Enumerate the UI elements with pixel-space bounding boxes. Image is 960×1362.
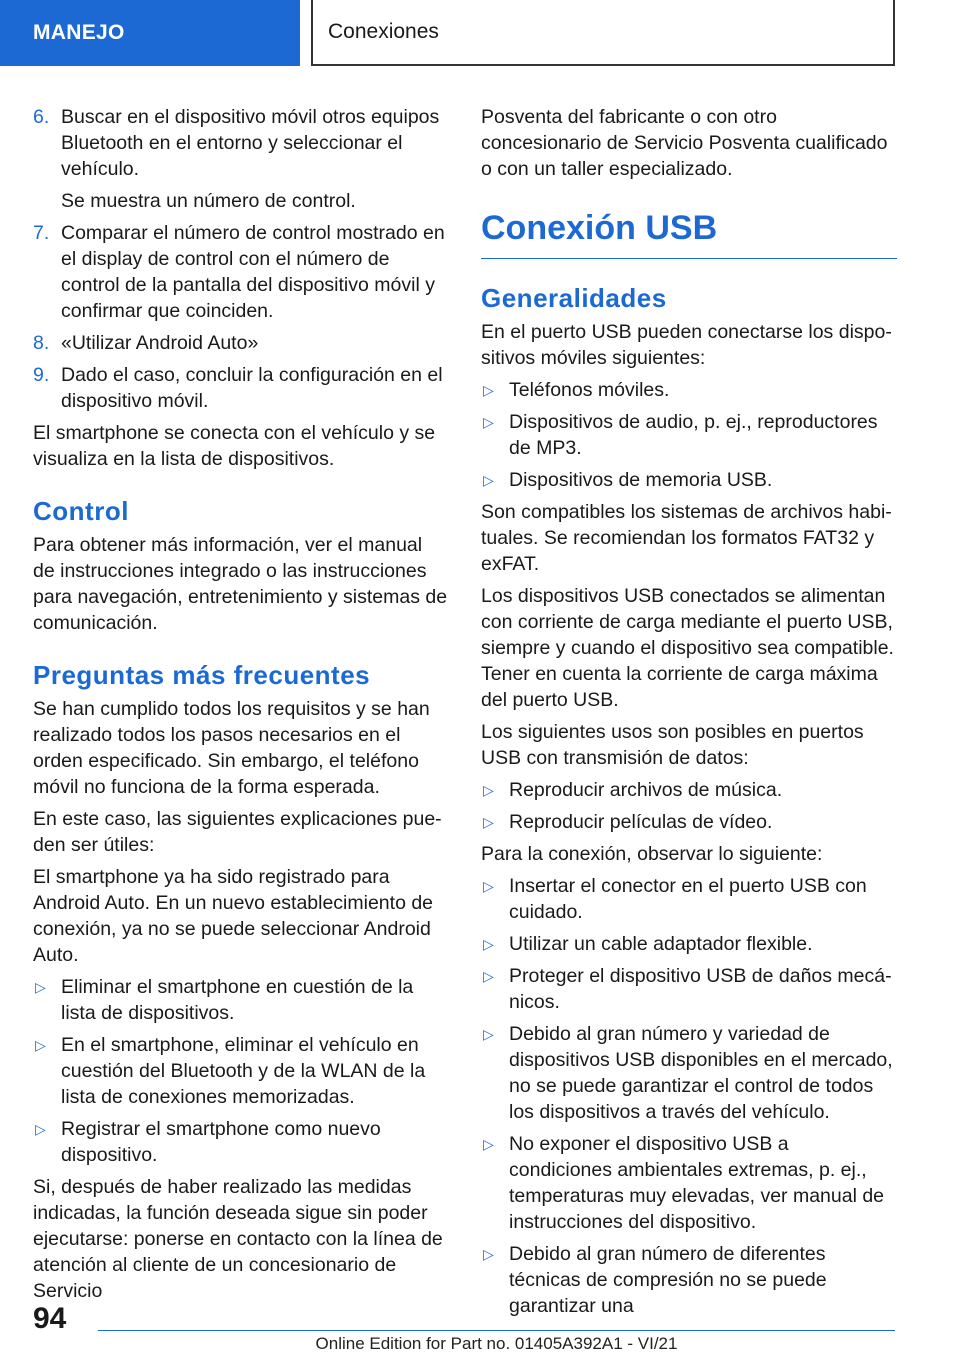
triangle-bullet-icon: ▷ [483, 936, 494, 952]
bullet-item [481, 1131, 897, 1235]
paragraph: Si, después de haber realizado las medidas indicadas, la función deseada sigue sin poder ejecutarse: ponerse en contacto con la línea de atención al cliente de un concesionario de Servicio [33, 1176, 443, 1302]
bullet-text: Debido al gran número de diferentes técnicas de compresión no se puede garantizar una [509, 1243, 827, 1317]
paragraph: En este caso, las siguientes explicaciones pueden ser útiles: [33, 808, 442, 856]
bullet-text: Insertar el conector en el puerto USB con cuidado. [509, 875, 867, 923]
triangle-bullet-icon: ▷ [483, 1246, 494, 1262]
triangle-bullet-icon: ▷ [483, 382, 494, 398]
bullet-text: Reproducir películas de vídeo. [509, 811, 773, 833]
step-number: 6. [33, 106, 50, 128]
triangle-bullet-icon: ▷ [35, 1037, 46, 1053]
triangle-bullet-icon: ▷ [483, 1026, 494, 1042]
left-column [33, 104, 449, 1310]
footer-edition: Online Edition for Part no. 01405A392A1 - VI/21 [315, 1334, 678, 1353]
connection-bullet-list [481, 873, 897, 1319]
bullet-text: Proteger el dispositivo USB de daños mecánicos. [509, 965, 892, 1013]
paragraph: Son compatibles los sistemas de archivos habituales. Se recomiendan los formatos FAT32 y exFAT. [481, 501, 892, 575]
triangle-bullet-icon: ▷ [483, 968, 494, 984]
bullet-item [481, 777, 897, 803]
bullet-text: Dispositivos de audio, p. ej., reproductores de MP3. [509, 411, 878, 459]
paragraph: Para la conexión, observar lo siguiente: [481, 843, 823, 865]
bullet-item [481, 1241, 897, 1319]
paragraph: En el puerto USB pueden conectarse los dispositivos móviles siguientes: [481, 321, 892, 369]
paragraph: Los siguientes usos son posibles en puertos USB con transmisión de datos: [481, 721, 864, 769]
triangle-bullet-icon: ▷ [35, 1121, 46, 1137]
bullet-text: Dispositivos de memoria USB. [509, 469, 773, 491]
step-item [33, 330, 449, 356]
paragraph: Para obtener más información, ver el manual de instrucciones integrado o las instrucciones para navegación, entretenimiento y sistemas de comunicación. [33, 534, 448, 634]
right-column [481, 104, 897, 1325]
device-bullet-list [481, 377, 897, 493]
bullet-item [481, 1021, 897, 1125]
step-text: «Utilizar Android Auto» [61, 332, 259, 354]
step-text: Comparar el número de control mostrado en el display de control con el número de control de la pantalla del dispositivo móvil y confirmar que coinciden. [61, 222, 445, 322]
faq-heading: Preguntas más frecuentes [33, 660, 371, 690]
bullet-text: No exponer el dispositivo USB a condiciones ambientales extremas, p. ej., temperaturas muy elevadas, ver manual de instrucciones del dispositivo. [509, 1133, 885, 1233]
bullet-item [33, 1116, 449, 1168]
section-tab [0, 0, 300, 66]
bullet-item [481, 931, 897, 957]
section-title: MANEJO [33, 21, 125, 44]
triangle-bullet-icon: ▷ [483, 814, 494, 830]
bullet-text: Teléfonos móviles. [509, 379, 670, 401]
triangle-bullet-icon: ▷ [483, 472, 494, 488]
triangle-bullet-icon: ▷ [483, 414, 494, 430]
triangle-bullet-icon: ▷ [35, 979, 46, 995]
general-heading: Generalidades [481, 283, 667, 313]
paragraph: Se han cumplido todos los requisitos y se han realizado todos los pasos necesarios en el orden especificado. Sin embargo, el teléfono móvil no funciona de la forma esperada. [33, 698, 430, 798]
bullet-text: Eliminar el smartphone en cuestión de la lista de dispositivos. [61, 976, 414, 1024]
bullet-text: Registrar el smartphone como nuevo dispositivo. [61, 1118, 381, 1166]
chapter-header [311, 0, 895, 66]
bullet-text: Utilizar un cable adaptador flexible. [509, 933, 813, 955]
steps-list-b [33, 220, 449, 414]
bullet-text: Reproducir archivos de música. [509, 779, 783, 801]
step-item [33, 220, 449, 324]
bullet-item [33, 974, 449, 1026]
triangle-bullet-icon: ▷ [483, 1136, 494, 1152]
triangle-bullet-icon: ▷ [483, 782, 494, 798]
page-number: 94 [33, 1302, 67, 1335]
bullet-item [33, 1032, 449, 1110]
bullet-item [481, 409, 897, 461]
usb-heading: Conexión USB [481, 206, 897, 259]
bullet-text: En el smartphone, eliminar el vehículo en cuestión del Bluetooth y de la WLAN de la lista de conexiones memorizadas. [61, 1034, 426, 1108]
paragraph: Los dispositivos USB conectados se alimentan con corriente de carga mediante el puerto USB, siempre y cuando el dispositivo sea compatible. Tener en cuenta la corriente de carga máxima del puerto USB. [481, 585, 894, 711]
step-text: Buscar en el dispositivo móvil otros equipos Bluetooth en el entorno y seleccionar el vehículo. [61, 106, 440, 180]
faq-bullet-list [33, 974, 449, 1168]
bullet-item [481, 467, 897, 493]
bullet-item [481, 809, 897, 835]
bullet-item [481, 377, 897, 403]
step-number: 7. [33, 222, 50, 244]
steps-list-a [33, 104, 449, 182]
step-note: Se muestra un número de control. [61, 190, 356, 212]
step-item [33, 362, 449, 414]
use-bullet-list [481, 777, 897, 835]
bullet-item [481, 873, 897, 925]
triangle-bullet-icon: ▷ [483, 878, 494, 894]
bullet-text: Debido al gran número y variedad de dispositivos USB disponibles en el mercado, no se puede garantizar el control de todos los dispositivos a través del vehículo. [509, 1023, 893, 1123]
step-number: 9. [33, 364, 50, 386]
paragraph: Posventa del fabricante o con otro concesionario de Servicio Posventa cualificado o con un taller especializado. [481, 106, 888, 180]
chapter-title: Conexiones [328, 20, 439, 43]
bullet-item [481, 963, 897, 1015]
step-text: Dado el caso, concluir la configuración en el dispositivo móvil. [61, 364, 443, 412]
control-heading: Control [33, 496, 129, 526]
footer-divider [98, 1330, 895, 1331]
paragraph: El smartphone se conecta con el vehículo y se visualiza en la lista de dispositivos. [33, 422, 436, 470]
step-number: 8. [33, 332, 50, 354]
paragraph: El smartphone ya ha sido registrado para Android Auto. En un nuevo establecimiento de conexión, ya no se puede seleccionar Android Auto. [33, 866, 434, 966]
step-item [33, 104, 449, 182]
